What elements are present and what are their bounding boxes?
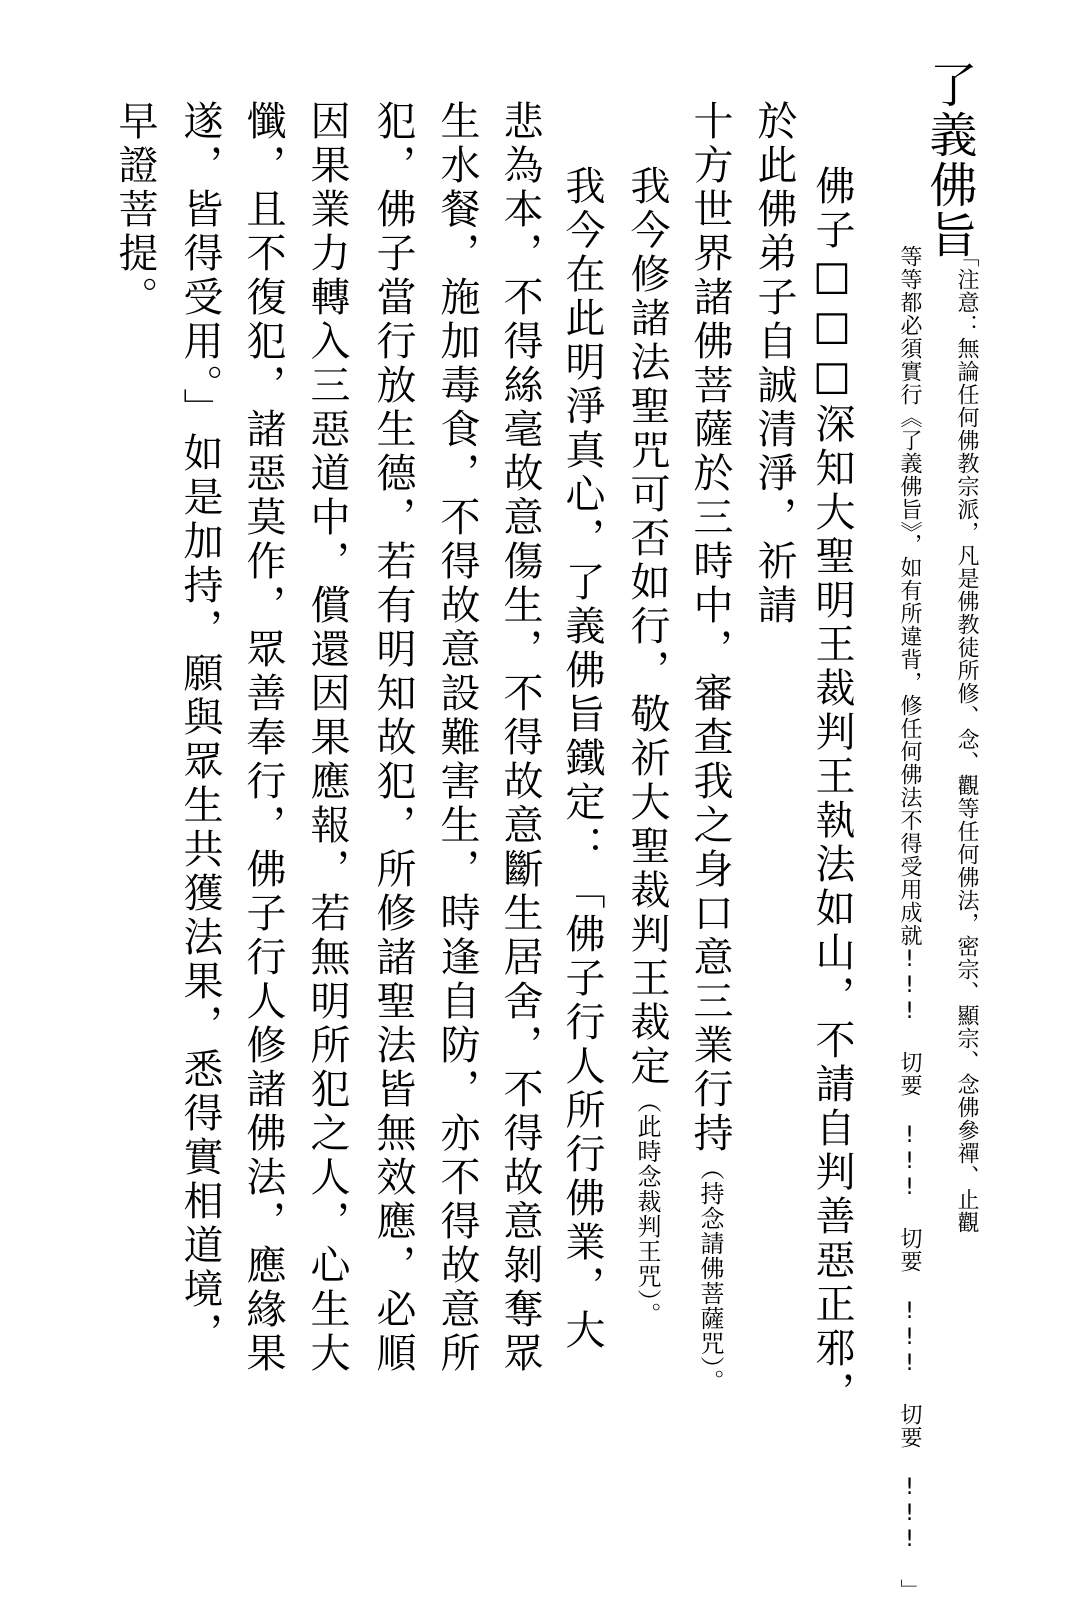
column-text: 佛子□□□深知大聖明王裁判王執法如山，不請自判善惡正邪， <box>809 165 855 1415</box>
text-column-11 <box>177 100 223 1356</box>
column-text: 我今修諸法聖咒可否如行，敬祈大聖裁判王裁定 <box>624 165 670 1089</box>
text-column-9 <box>304 100 350 1376</box>
column-text: 十方世界諸佛菩薩於三時中，審查我之身口意三業行持 <box>687 100 733 1156</box>
text-column-3 <box>687 100 733 1394</box>
text-column-5 <box>559 165 605 1353</box>
column-text: 懺，且不復犯，諸惡莫作，眾善奉行，佛子行人修諸佛法，應緣果 <box>240 100 286 1376</box>
column-text: 因果業力轉入三惡道中，償還因果應報，若無明所犯之人，心生大 <box>304 100 350 1376</box>
text-column-6 <box>497 100 543 1376</box>
note-line-2: 等等都必須實行《了義佛旨》，如有所違背，修任何佛法不得受用成就!!! 切要 !!! 切要 !!! 切要 !!! 」 <box>897 245 922 1602</box>
text-column-2 <box>751 100 797 628</box>
column-text: 犯，佛子當行放生德，若有明知故犯，所修諸聖法皆無效應，必順 <box>370 100 416 1376</box>
text-column-10 <box>240 100 286 1376</box>
column-text: 遂，皆得受用。」如是加持，願與眾生共獲法果，悉得實相道境， <box>177 100 223 1356</box>
column-text: 我今在此明淨真心，了義佛旨鐵定：「佛子行人所行佛業，大 <box>559 165 605 1353</box>
text-column-1 <box>809 165 855 1415</box>
column-text: 早證菩提。 <box>112 100 158 320</box>
column-text: 於此佛弟子自誠清淨，祈請 <box>751 100 797 628</box>
document-title: 了義佛旨 <box>921 60 977 260</box>
text-column-8 <box>370 100 416 1376</box>
text-column-12 <box>112 100 158 320</box>
column-annotation: （持念請佛菩薩咒）。 <box>696 1156 724 1394</box>
column-text: 悲為本，不得絲毫故意傷生，不得故意斷生居舍，不得故意剝奪眾 <box>497 100 543 1376</box>
column-text: 生水餐，施加毒食，不得故意設難害生，時逢自防，亦不得故意所 <box>434 100 480 1376</box>
column-annotation: （此時念裁判王咒）。 <box>633 1089 661 1327</box>
text-column-4 <box>624 165 670 1327</box>
text-column-7 <box>434 100 480 1376</box>
note-line-1: 「注意：無論任何佛教宗派，凡是佛教徒所修、念、觀等任何佛法，密宗、顯宗、念佛參禪、止觀 <box>954 245 979 1234</box>
